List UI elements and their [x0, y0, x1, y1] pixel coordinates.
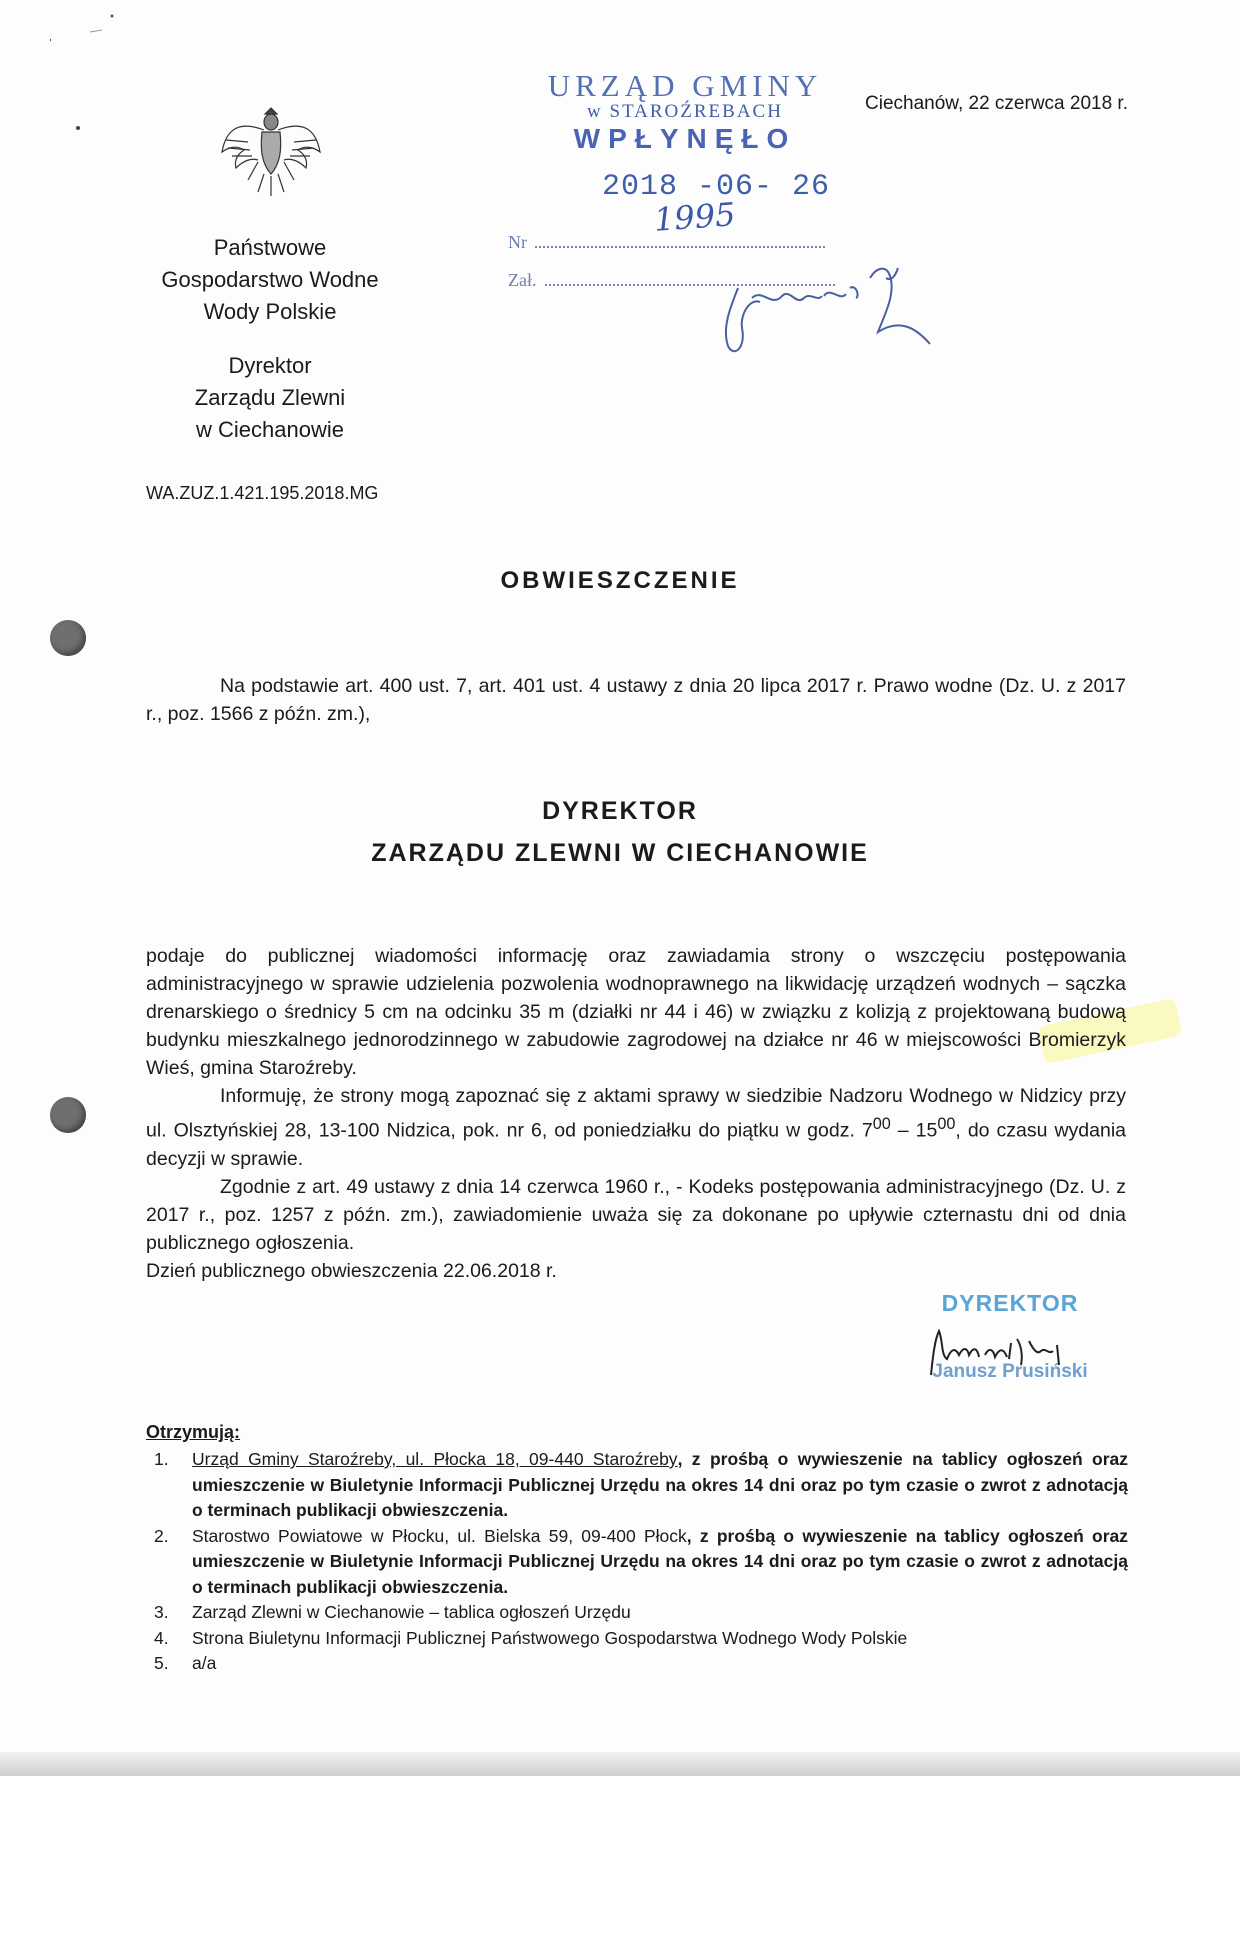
recipients-title: Otrzymują:: [146, 1422, 241, 1442]
recipient-item: 3. Zarząd Zlewni w Ciechanowie – tablica ogłoszeń Urzędu: [154, 1602, 631, 1622]
stamp-date: 2018 -06- 26: [602, 170, 831, 204]
issuer-line: Gospodarstwo Wodne: [161, 267, 379, 292]
stamp-zal-label: Zał.: [508, 270, 537, 290]
registration-number: 1995: [652, 195, 737, 239]
heading-line: ZARZĄDU ZLEWNI W CIECHANOWIE: [371, 839, 869, 867]
notice-body: [146, 942, 1126, 1285]
handwritten-annotation: [700, 258, 940, 368]
issuer-line: Wody Polskie: [203, 299, 337, 324]
incoming-stamp: [505, 70, 865, 156]
director-line: w Ciechanowie: [196, 417, 344, 442]
issuer-block: [110, 232, 430, 446]
place-date: Ciechanów, 22 czerwca 2018 r.: [865, 93, 1128, 114]
issuing-authority-heading: [0, 790, 1240, 874]
punch-hole: [50, 1097, 86, 1133]
heading-line: DYREKTOR: [542, 797, 698, 825]
legal-basis: [146, 672, 1126, 728]
signer-name: Janusz Prusiński: [932, 1361, 1088, 1382]
recipient-item: 5. a/a: [154, 1653, 217, 1673]
recipients-list: [146, 1447, 1128, 1677]
polish-eagle-emblem-icon: [218, 100, 324, 200]
signer-title: DYREKTOR: [941, 1290, 1079, 1316]
director-line: Zarządu Zlewni: [194, 385, 346, 410]
page-edge-shadow: [0, 1752, 1240, 1776]
publication-date: Dzień publicznego obwieszczenia 22.06.2018 r.: [146, 1259, 557, 1282]
director-line: Dyrektor: [228, 353, 312, 378]
legal-basis-text: Na podstawie art. 400 ust. 7, art. 401 ust. 4 ustawy z dnia 20 lipca 2017 r. Prawo wodne (Dz. U. z 2017 r., poz. 1566 z późn. zm.),: [146, 675, 1126, 725]
body-paragraph: podaje do publicznej wiadomości informację oraz zawiadamia strony o wszczęciu postępowania administracyjnego w sprawie udzielenia pozwolenia wodnoprawnego na likwidację urządzeń wodnych – sączka drenarskiego o średnicy 5 cm na odcinku 35 m (działki nr 44 i 46) w związku z kolizją z projektowaną budową budynku mieszkalnego jednorodzinnego w zabudowie zagrodowej na działce nr 46 w miejscowości Bromierzyk Wieś, gmina Staroźreby.: [146, 945, 1126, 1079]
stamp-office-name: URZĄD GMINY: [547, 68, 823, 103]
stamp-received: WPŁYNĘŁO: [573, 123, 797, 154]
stamp-location: w STAROŹREBACH: [587, 101, 783, 122]
document-title: OBWIESZCZENIE: [500, 567, 740, 594]
recipient-item: 2. Starostwo Powiatowe w Płocku, ul. Bielska 59, 09-400 Płock, z prośbą o wywieszenie na tablicy ogłoszeń oraz umieszczenie w Biuletynie Informacji Publicznej Urzędu na okres 14 dni oraz po tym czasie o zwrot z adnotacją o terminach publikacji obwieszczenia.: [154, 1525, 1128, 1597]
stamp-nr-label: Nr: [508, 232, 527, 252]
handwritten-signature: [925, 1325, 1075, 1381]
scan-specks: [50, 10, 170, 150]
case-reference: WA.ZUZ.1.421.195.2018.MG: [146, 483, 379, 503]
body-paragraph-hours: Informuję, że strony mogą zapoznać się z aktami sprawy w siedzibie Nadzoru Wodnego w Nidzicy przy ul. Olsztyńskiej 28, 13-100 Nidzica, pok. nr 6, od poniedziałku do piątku w godz. $7^{00} - 15^{00}$, do czasu wydania decyzji w sprawie.: [146, 1085, 1126, 1170]
recipient-item: 1. Urząd Gminy Staroźreby, ul. Płocka 18, 09-440 Staroźreby, z prośbą o wywieszenie na tablicy ogłoszeń oraz umieszczenie w Biuletynie Informacji Publicznej Urzędu na okres 14 dni oraz po tym czasie o zwrot z adnotacją o terminach publikacji obwieszczenia.: [154, 1449, 1129, 1520]
punch-hole: [50, 620, 86, 656]
issuer-line: Państwowe: [213, 235, 327, 260]
recipient-item: 4. Strona Biuletynu Informacji Publicznej Państwowego Gospodarstwa Wodnego Wody Polskie: [154, 1627, 908, 1648]
body-paragraph: Zgodnie z art. 49 ustawy z dnia 14 czerwca 1960 r., - Kodeks postępowania administracyjnego (Dz. U. z 2017 r., poz. 1257 z późn. zm.), zawiadomienie uważa się za dokonane po upływie czternastu dni od dnia publicznego ogłoszenia.: [146, 1175, 1126, 1254]
